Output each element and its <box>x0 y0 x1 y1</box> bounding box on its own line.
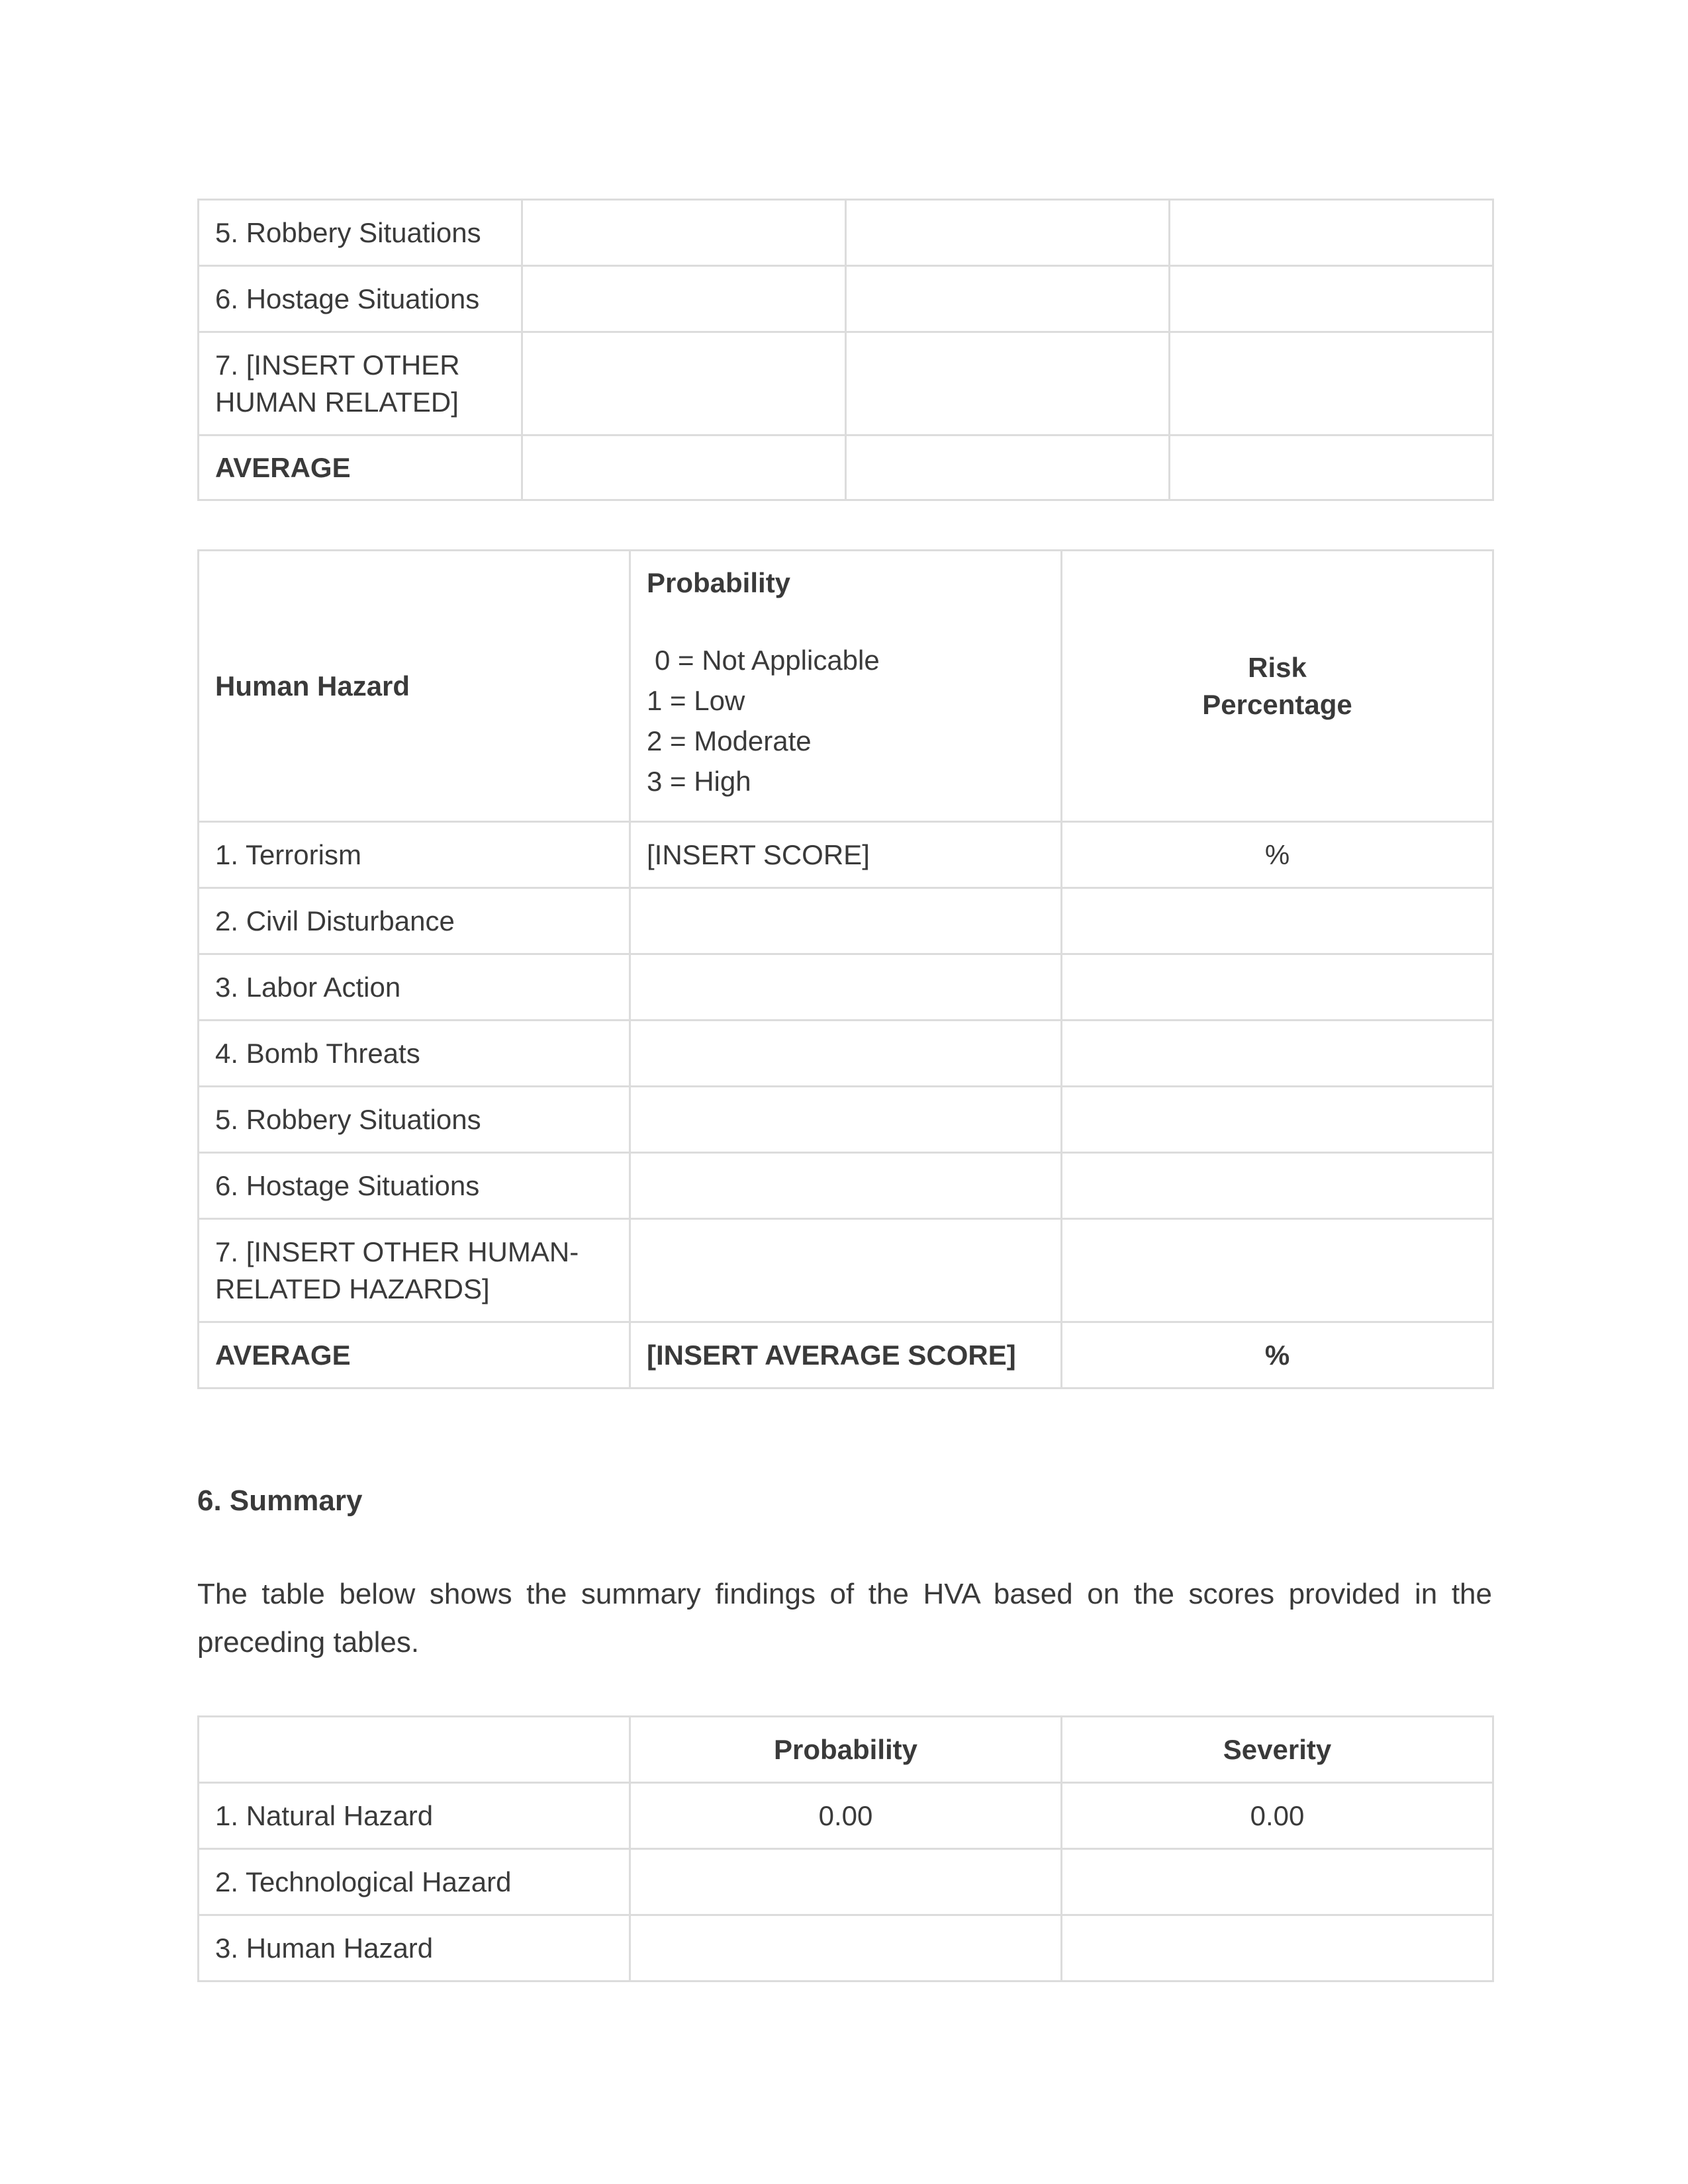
row-label: 2. Civil Disturbance <box>199 888 630 954</box>
row-label: 3. Labor Action <box>199 954 630 1021</box>
probability-column-header: Probability <box>630 1717 1062 1783</box>
probability-title: Probability <box>647 567 791 598</box>
average-risk: % <box>1062 1322 1493 1388</box>
probability-cell <box>630 1021 1062 1087</box>
human-hazard-probability-table <box>197 549 1494 1389</box>
section-heading: 6. Summary <box>197 1484 363 1517</box>
empty-cell <box>522 266 846 332</box>
probability-scale-item: 0 = Not Applicable <box>655 645 880 676</box>
table-row <box>199 1153 1493 1219</box>
table-row <box>199 332 1493 435</box>
probability-cell: [INSERT SCORE] <box>630 822 1062 888</box>
risk-cell <box>1062 1021 1493 1087</box>
probability-cell <box>630 1849 1062 1915</box>
probability-cell <box>630 1915 1062 1981</box>
empty-cell <box>1170 200 1493 266</box>
empty-cell <box>1170 332 1493 435</box>
severity-cell <box>1062 1849 1493 1915</box>
risk-column-header <box>1062 551 1493 822</box>
probability-cell <box>630 1219 1062 1322</box>
empty-cell <box>522 332 846 435</box>
row-label: 7. [INSERT OTHER HUMAN RELATED] <box>199 332 522 435</box>
empty-cell <box>522 435 846 500</box>
row-label: 6. Hostage Situations <box>199 1153 630 1219</box>
table-row <box>199 200 1493 266</box>
summary-paragraph: The table below shows the summary findings of the HVA based on the scores provided in the preceding tables. <box>197 1578 1492 1659</box>
risk-cell <box>1062 1219 1493 1322</box>
average-row <box>199 435 1493 500</box>
table-row <box>199 1087 1493 1153</box>
row-label: 6. Hostage Situations <box>199 266 522 332</box>
probability-cell <box>630 1153 1062 1219</box>
risk-cell <box>1062 888 1493 954</box>
row-label: 5. Robbery Situations <box>199 200 522 266</box>
probability-scale-item: 1 = Low <box>647 685 745 716</box>
table-row <box>199 954 1493 1021</box>
table-row <box>199 1915 1493 1981</box>
average-label: AVERAGE <box>199 1322 630 1388</box>
hazard-column-header: Human Hazard <box>199 551 630 822</box>
row-label: 1. Terrorism <box>199 822 630 888</box>
summary-table <box>197 1715 1494 1982</box>
table-row <box>199 822 1493 888</box>
severity-cell <box>1062 1915 1493 1981</box>
table-row <box>199 1219 1493 1322</box>
empty-cell <box>522 200 846 266</box>
table-row <box>199 1783 1493 1849</box>
blank-header-cell <box>199 1717 630 1783</box>
risk-header-text: Risk Percentage <box>1202 651 1352 720</box>
row-label: 5. Robbery Situations <box>199 1087 630 1153</box>
probability-cell <box>630 1087 1062 1153</box>
risk-cell <box>1062 954 1493 1021</box>
empty-cell <box>1170 435 1493 500</box>
severity-column-header: Severity <box>1062 1717 1493 1783</box>
empty-cell <box>1170 266 1493 332</box>
risk-cell <box>1062 1087 1493 1153</box>
average-row <box>199 1322 1493 1388</box>
row-label: 1. Natural Hazard <box>199 1783 630 1849</box>
table-row <box>199 888 1493 954</box>
row-label: 3. Human Hazard <box>199 1915 630 1981</box>
row-label: 2. Technological Hazard <box>199 1849 630 1915</box>
risk-cell: % <box>1062 822 1493 888</box>
table-row <box>199 1849 1493 1915</box>
empty-cell <box>846 435 1170 500</box>
average-label: AVERAGE <box>199 435 522 500</box>
table-header-row <box>199 551 1493 822</box>
table-header-row <box>199 1717 1493 1783</box>
human-hazard-continuation-table <box>197 199 1494 501</box>
average-probability: [INSERT AVERAGE SCORE] <box>630 1322 1062 1388</box>
empty-cell <box>846 200 1170 266</box>
probability-column-header <box>630 551 1062 822</box>
empty-cell <box>846 332 1170 435</box>
table-row <box>199 1021 1493 1087</box>
probability-cell: 0.00 <box>630 1783 1062 1849</box>
risk-cell <box>1062 1153 1493 1219</box>
row-label: 4. Bomb Threats <box>199 1021 630 1087</box>
row-label: 7. [INSERT OTHER HUMAN-RELATED HAZARDS] <box>199 1219 630 1322</box>
severity-cell: 0.00 <box>1062 1783 1493 1849</box>
probability-cell <box>630 954 1062 1021</box>
table-row <box>199 266 1493 332</box>
empty-cell <box>846 266 1170 332</box>
probability-scale-item: 2 = Moderate <box>647 725 812 756</box>
probability-scale-item: 3 = High <box>647 766 751 797</box>
probability-cell <box>630 888 1062 954</box>
